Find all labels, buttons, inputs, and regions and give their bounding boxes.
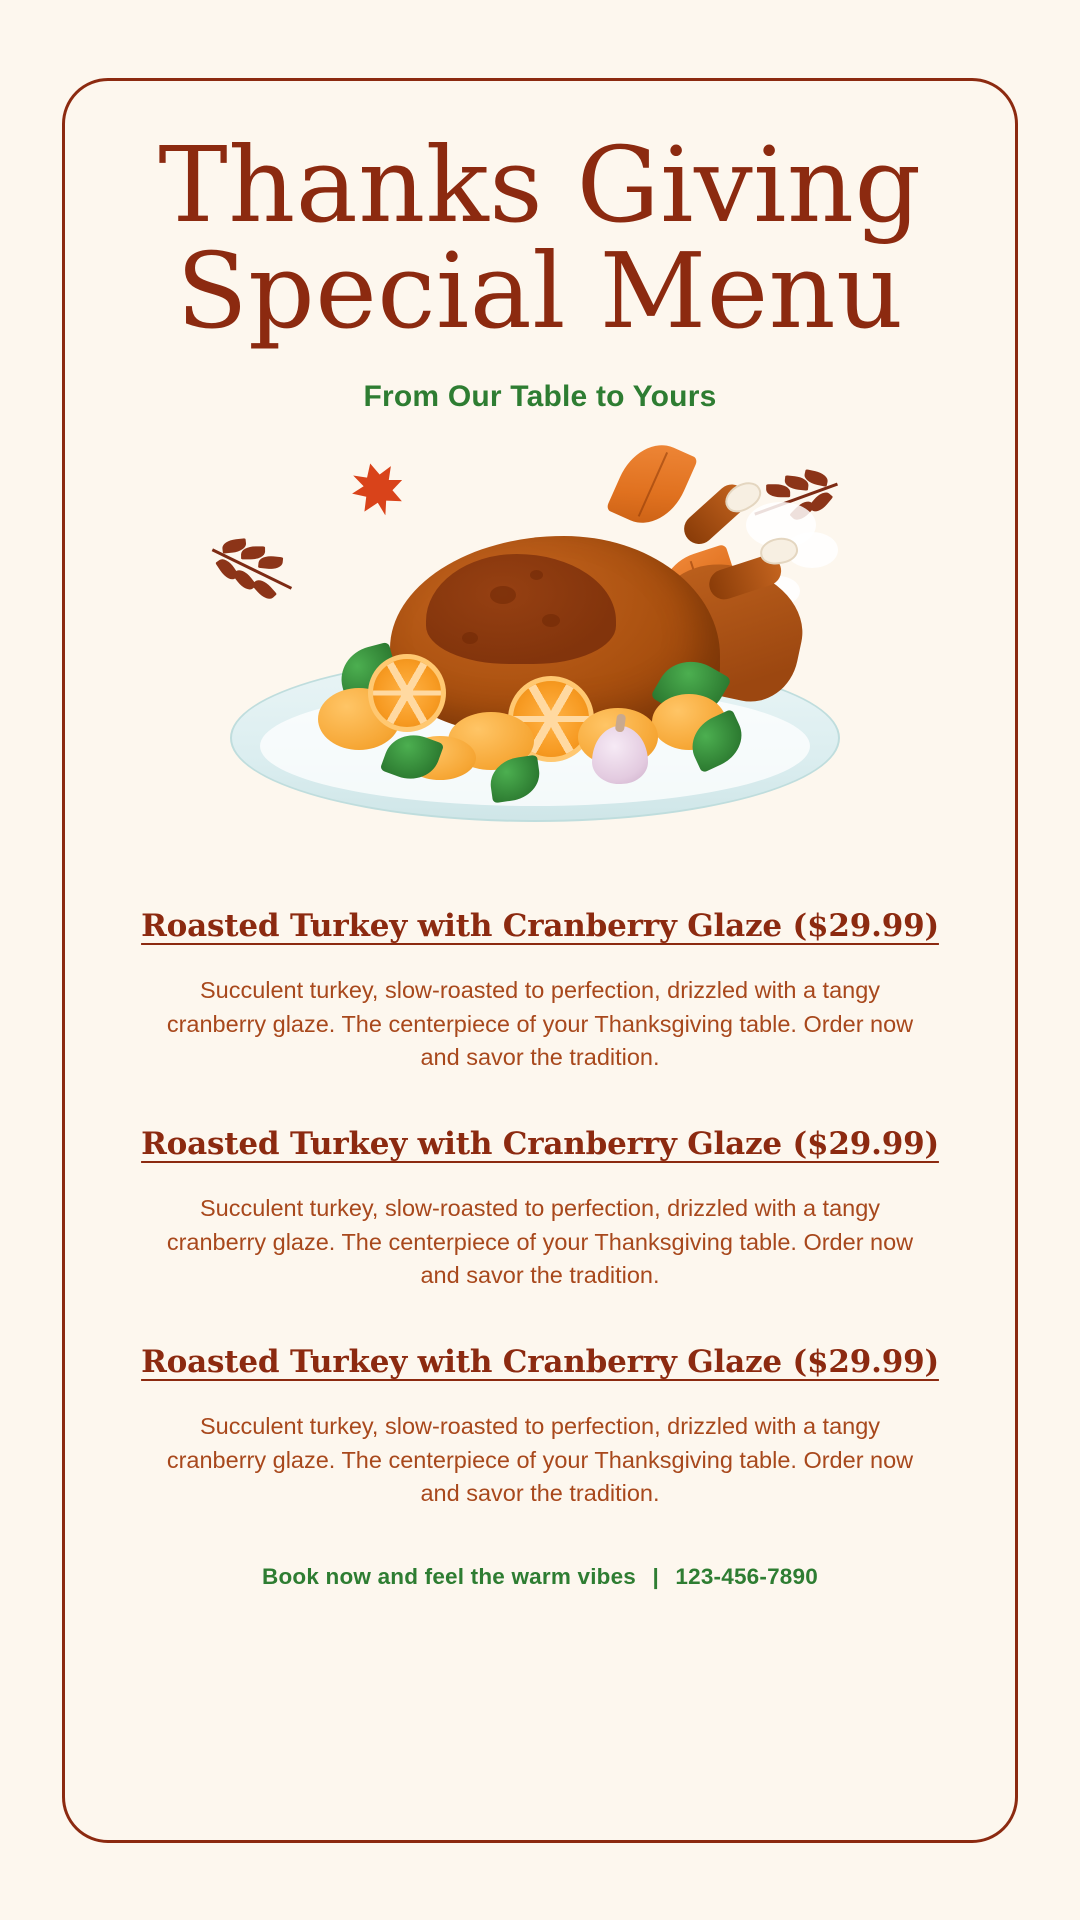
menu-items-list [136,908,944,1510]
menu-item [136,1126,944,1292]
menu-item [136,1344,944,1510]
orange-slice [368,654,446,732]
footer-cta-text: Book now and feel the warm vibes [262,1564,637,1590]
menu-item-description: Succulent turkey, slow-roasted to perfection, drizzled with a tangy cranberry glaze. The centerpiece of your Thanksgiving table. Order now and savor the tradition. [166,977,914,1070]
footer-phone-number[interactable]: 123-456-7890 [675,1564,818,1590]
menu-item-title: Roasted Turkey with Cranberry Glaze ($29.99) [141,908,939,945]
menu-item-title: Roasted Turkey with Cranberry Glaze ($29.99) [141,1126,939,1163]
title-line-2: Special Menu [176,230,904,353]
title-line-1: Thanks Giving [158,124,922,246]
menu-item-title: Roasted Turkey with Cranberry Glaze ($29.99) [141,1344,939,1381]
menu-item-description: Succulent turkey, slow-roasted to perfection, drizzled with a tangy cranberry glaze. The centerpiece of your Thanksgiving table. Order now and savor the tradition. [166,1195,914,1288]
autumn-leaf-icon [606,433,699,536]
poster-subtitle: From Our Table to Yours [363,380,717,414]
footer-contact [262,1564,818,1590]
turkey-illustration [190,436,890,856]
poster-content [62,78,1018,1843]
footer-separator: | [652,1564,659,1590]
page-title [158,124,922,353]
menu-item [136,908,944,1074]
menu-item-description: Succulent turkey, slow-roasted to perfection, drizzled with a tangy cranberry glaze. The centerpiece of your Thanksgiving table. Order now and savor the tradition. [166,1413,914,1507]
autumn-sprig-icon [202,529,303,610]
